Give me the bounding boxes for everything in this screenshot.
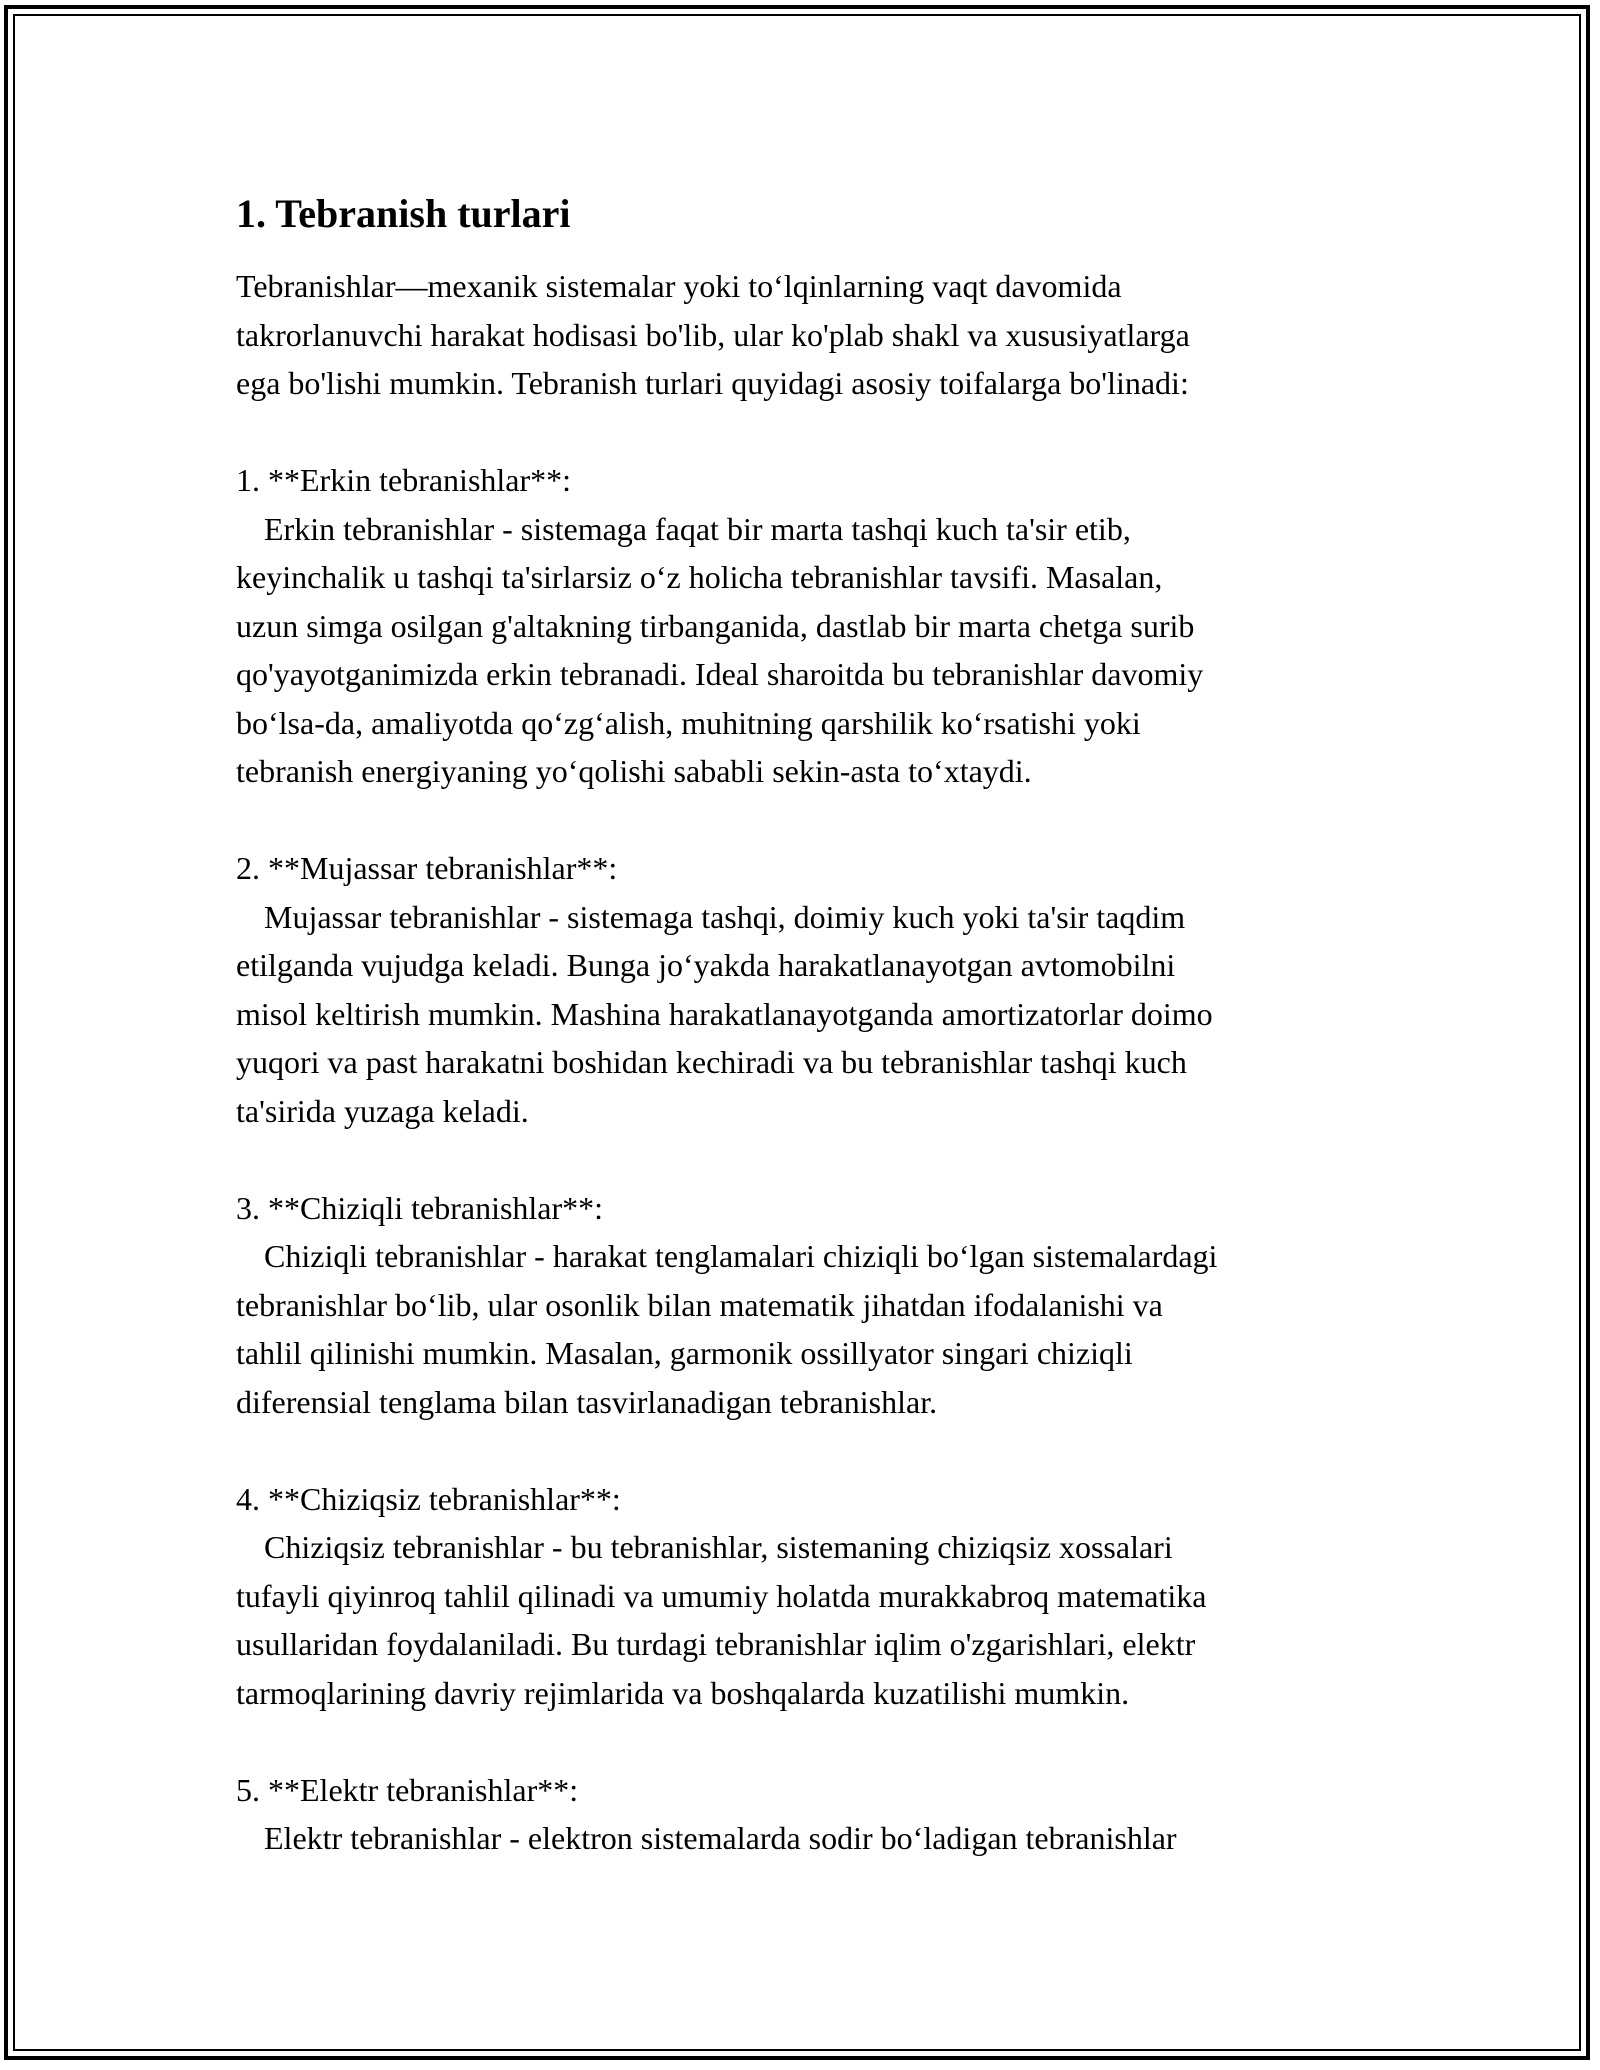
list-item-line: tebranish energiyaning yo‘qolishi sababli sekin-asta to‘xtaydi. [236,753,1032,789]
list-item-line: tarmoqlarining davriy rejimlarida va boshqalarda kuzatilishi mumkin. [236,1674,1130,1711]
list-item-line: tahlil qilinishi mumkin. Masalan, garmonik ossillyator singari chiziqli [236,1335,1133,1371]
list-item-line: ta'sirida yuzaga keladi. [236,1092,529,1129]
list-item-line: Elektr tebranishlar - elektron sistemalarda sodir bo‘ladigan tebranishlar [264,1820,1177,1856]
list-item-mujassar [236,844,1366,1135]
list-item-line: misol keltirish mumkin. Mashina harakatlanayotganda amortizatorlar doimo [236,995,1213,1032]
section-heading: 1. Tebranish turlari [236,191,571,236]
list-item-chiziqli [236,1184,1366,1427]
list-item-line: usullaridan foydalaniladi. Bu turdagi tebranishlar iqlim o'zgarishlari, elektr [236,1626,1196,1662]
intro-line: takrorlanuvchi harakat hodisasi bo'lib, ular ko'plab shakl va xususiyatlarga [236,316,1190,353]
list-item-erkin [236,456,1366,796]
list-item-line: keyinchalik u tashqi ta'sirlarsiz o‘z holicha tebranishlar tavsifi. Masalan, [236,559,1163,595]
list-item-title: 2. **Mujassar tebranishlar**: [236,850,618,886]
intro-paragraph [236,262,1366,408]
intro-line: Tebranishlar—mexanik sistemalar yoki to‘lqinlarning vaqt davomida [236,268,1122,304]
intro-line: ega bo'lishi mumkin. Tebranish turlari quyidagi asosiy toifalarga bo'linadi: [236,365,1189,401]
list-item-line: qo'yayotganimizda erkin tebranadi. Ideal sharoitda bu tebranishlar davomiy [236,656,1204,692]
list-item-line: Chiziqsiz tebranishlar - bu tebranishlar, sistemaning chiziqsiz xossalari [264,1529,1173,1565]
list-item-elektr [236,1766,1366,1863]
list-item-title: 3. **Chiziqli tebranishlar**: [236,1189,604,1226]
list-item-line: tufayli qiyinroq tahlil qilinadi va umumiy holatda murakkabroq matematika [236,1577,1207,1614]
list-item-line: Erkin tebranishlar - sistemaga faqat bir marta tashqi kuch ta'sir etib, [264,510,1131,547]
list-item-line: uzun simga osilgan g'altakning tirbanganida, dastlab bir marta chetga surib [236,607,1195,644]
list-item-line: diferensial tenglama bilan tasvirlanadigan tebranishlar. [236,1383,938,1420]
list-item-line: etilganda vujudga keladi. Bunga jo‘yakda harakatlanayotgan avtomobilni [236,947,1176,983]
document-body [236,186,1366,1863]
list-item-title: 1. **Erkin tebranishlar**: [236,462,572,498]
list-item-line: yuqori va past harakatni boshidan kechiradi va bu tebranishlar tashqi kuch [236,1044,1187,1080]
list-item-title: 4. **Chiziqsiz tebranishlar**: [236,1480,621,1517]
list-item-line: bo‘lsa-da, amaliyotda qo‘zg‘alish, muhitning qarshilik ko‘rsatishi yoki [236,704,1141,741]
list-item-line: Chiziqli tebranishlar - harakat tenglamalari chiziqli bo‘lgan sistemalardagi [264,1238,1218,1274]
list-item-line: Mujassar tebranishlar - sistemaga tashqi, doimiy kuch yoki ta'sir taqdim [264,898,1186,935]
list-item-line: tebranishlar bo‘lib, ular osonlik bilan matematik jihatdan ifodalanishi va [236,1286,1163,1323]
list-item-title: 5. **Elektr tebranishlar**: [236,1771,579,1808]
list-item-chiziqsiz [236,1475,1366,1718]
